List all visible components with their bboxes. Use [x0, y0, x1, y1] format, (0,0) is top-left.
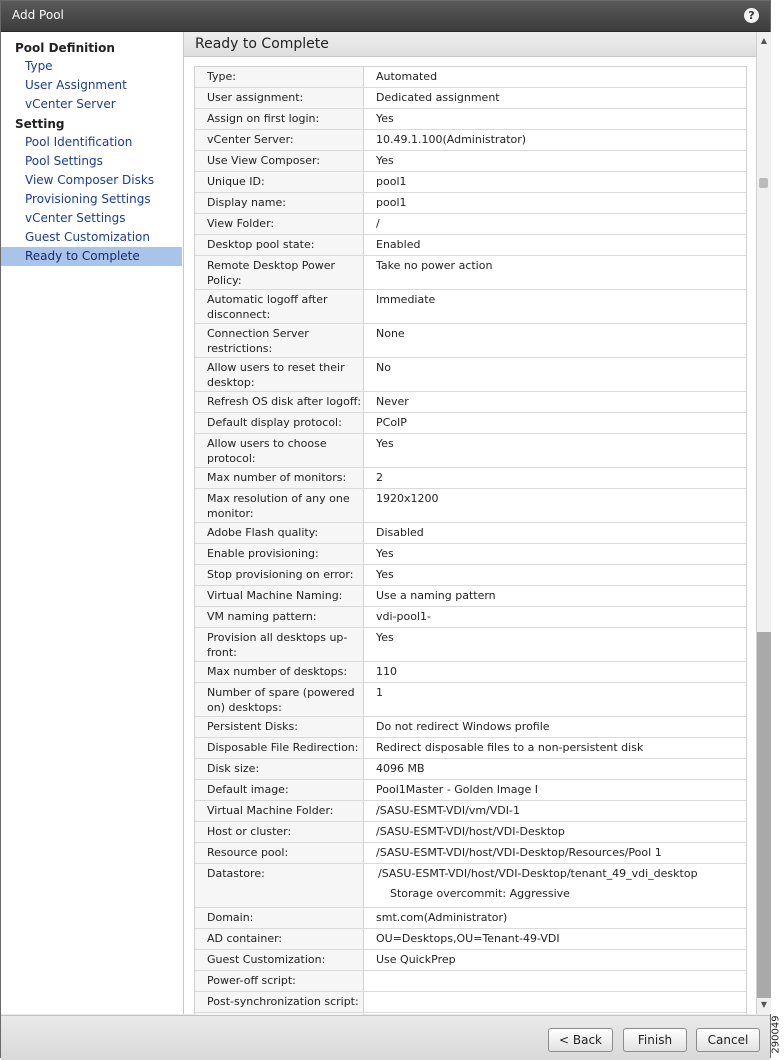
summary-panel — [184, 57, 756, 1014]
table-row — [195, 738, 746, 759]
row-label: Disposable File Redirection: — [195, 738, 364, 758]
dialog-title: Add Pool — [12, 8, 64, 22]
cancel-button[interactable]: Cancel — [696, 1028, 760, 1052]
table-row — [195, 151, 746, 172]
table-row — [195, 628, 746, 662]
row-label: Provision all desktops up-front: — [195, 628, 364, 661]
row-value — [364, 864, 746, 907]
help-icon[interactable]: ? — [744, 8, 759, 23]
row-value: Pool1Master - Golden Image I — [376, 783, 539, 796]
title-bar — [1, 1, 770, 32]
table-row — [195, 565, 746, 586]
row-value: / — [376, 217, 380, 230]
table-row — [195, 971, 746, 992]
row-label: Default image: — [195, 780, 364, 800]
row-label: Refresh OS disk after logoff: — [195, 392, 364, 412]
summary-table — [194, 66, 747, 1034]
row-value: PCoIP — [376, 416, 407, 429]
dialog-footer — [1, 1015, 770, 1060]
row-label: Allow users to choose protocol: — [195, 434, 364, 467]
wizard-sidebar — [1, 32, 184, 1014]
table-row — [195, 929, 746, 950]
row-value: /SASU-ESMT-VDI/host/VDI-Desktop — [376, 825, 565, 838]
row-value: smt.com(Administrator) — [376, 911, 508, 924]
row-value: Yes — [376, 154, 394, 167]
row-value: pool1 — [376, 175, 407, 188]
table-row — [195, 607, 746, 628]
scroll-up-icon[interactable]: ▲ — [760, 36, 768, 45]
vertical-scrollbar[interactable] — [756, 32, 771, 1014]
row-value-sub: Storage overcommit: Aggressive — [390, 887, 570, 900]
sidebar-item-type[interactable]: Type — [25, 59, 53, 73]
page-title: Ready to Complete — [195, 36, 329, 52]
table-row — [195, 413, 746, 434]
table-row — [195, 130, 746, 151]
table-row — [195, 717, 746, 738]
row-value: 10.49.1.100(Administrator) — [376, 133, 527, 146]
row-label: Enable provisioning: — [195, 544, 364, 564]
row-value: Use a naming pattern — [376, 589, 496, 602]
sidebar-item-pool-settings[interactable]: Pool Settings — [25, 154, 103, 168]
row-label: User assignment: — [195, 88, 364, 108]
row-value: 110 — [376, 665, 397, 678]
sidebar-header-pool-definition: Pool Definition — [15, 41, 115, 55]
scroll-thumb[interactable] — [759, 178, 768, 188]
table-row — [195, 214, 746, 235]
table-row — [195, 235, 746, 256]
table-row — [195, 109, 746, 130]
table-row — [195, 392, 746, 413]
row-label: Unique ID: — [195, 172, 364, 192]
row-value: Enabled — [376, 238, 421, 251]
row-value — [364, 992, 746, 1012]
sidebar-item-guest-customization[interactable]: Guest Customization — [25, 230, 151, 244]
back-button[interactable]: < Back — [548, 1028, 613, 1052]
row-label: VM naming pattern: — [195, 607, 364, 627]
table-row — [195, 864, 746, 908]
sidebar-item-vcenter-settings[interactable]: vCenter Settings — [25, 211, 126, 225]
table-row — [195, 683, 746, 717]
figure-id — [771, 1015, 784, 1055]
main-content — [184, 32, 756, 1014]
table-row — [195, 950, 746, 971]
table-row — [195, 662, 746, 683]
row-value-main: /SASU-ESMT-VDI/host/VDI-Desktop/tenant_49_vdi_desktop — [378, 867, 698, 880]
table-row — [195, 193, 746, 214]
finish-button[interactable]: Finish — [623, 1028, 687, 1052]
row-label: Stop provisioning on error: — [195, 565, 364, 585]
row-value — [364, 971, 746, 991]
figure-id-label: 290049 — [770, 1015, 782, 1054]
table-row — [195, 489, 746, 523]
row-value: Disabled — [376, 526, 424, 539]
scroll-track[interactable] — [757, 632, 771, 998]
row-label: View Folder: — [195, 214, 364, 234]
row-value: Yes — [376, 437, 394, 450]
row-label: Automatic logoff after disconnect: — [195, 290, 364, 323]
row-label: Disk size: — [195, 759, 364, 779]
row-value: 1920x1200 — [376, 492, 439, 505]
table-row — [195, 822, 746, 843]
row-value: 2 — [376, 471, 383, 484]
table-row — [195, 88, 746, 109]
row-label: Assign on first login: — [195, 109, 364, 129]
row-value: Yes — [376, 568, 394, 581]
table-row — [195, 67, 746, 88]
row-label: Power-off script: — [195, 971, 364, 991]
row-label: Post-synchronization script: — [195, 992, 364, 1012]
row-label: Resource pool: — [195, 843, 364, 863]
table-row — [195, 290, 746, 324]
row-value: Yes — [376, 547, 394, 560]
table-row — [195, 780, 746, 801]
row-label: Connection Server restrictions: — [195, 324, 364, 357]
row-value: /SASU-ESMT-VDI/host/VDI-Desktop/Resources/Pool 1 — [376, 846, 662, 859]
table-row — [195, 759, 746, 780]
table-row — [195, 358, 746, 392]
sidebar-item-ready-to-complete[interactable]: Ready to Complete — [1, 247, 182, 266]
table-row — [195, 434, 746, 468]
row-label: Adobe Flash quality: — [195, 523, 364, 543]
table-row — [195, 172, 746, 193]
row-value: Yes — [376, 631, 394, 644]
sidebar-item-view-composer-disks[interactable]: View Composer Disks — [25, 173, 155, 187]
row-value: Yes — [376, 112, 394, 125]
row-label: Allow users to reset their desktop: — [195, 358, 364, 391]
row-value: OU=Desktops,OU=Tenant-49-VDI — [376, 932, 560, 945]
row-value: /SASU-ESMT-VDI/vm/VDI-1 — [376, 804, 520, 817]
row-label: AD container: — [195, 929, 364, 949]
row-value: pool1 — [376, 196, 407, 209]
table-row — [195, 843, 746, 864]
sidebar-header-setting: Setting — [15, 117, 65, 131]
table-row — [195, 586, 746, 607]
row-label: Host or cluster: — [195, 822, 364, 842]
row-label: Desktop pool state: — [195, 235, 364, 255]
row-value: Automated — [376, 70, 438, 83]
row-value: No — [376, 361, 391, 374]
row-label: Persistent Disks: — [195, 717, 364, 737]
row-label: Virtual Machine Naming: — [195, 586, 364, 606]
row-value: Do not redirect Windows profile — [376, 720, 550, 733]
row-label: Virtual Machine Folder: — [195, 801, 364, 821]
table-row — [195, 992, 746, 1013]
sidebar-item-provisioning-settings[interactable]: Provisioning Settings — [25, 192, 151, 206]
row-label: Max number of desktops: — [195, 662, 364, 682]
table-row — [195, 908, 746, 929]
table-row — [195, 801, 746, 822]
row-label: Domain: — [195, 908, 364, 928]
row-label: Datastore: — [195, 864, 364, 907]
row-value: Use QuickPrep — [376, 953, 456, 966]
row-label: Max resolution of any one monitor: — [195, 489, 364, 522]
sidebar-item-user-assignment[interactable]: User Assignment — [25, 78, 127, 92]
row-value: Immediate — [376, 293, 436, 306]
row-label: Max number of monitors: — [195, 468, 364, 488]
row-value: Take no power action — [376, 259, 493, 272]
row-value: 1 — [376, 686, 383, 699]
row-label: vCenter Server: — [195, 130, 364, 150]
sidebar-item-vcenter-server[interactable]: vCenter Server — [25, 97, 116, 111]
table-row — [195, 468, 746, 489]
scroll-down-icon[interactable]: ▼ — [760, 1000, 768, 1009]
row-label: Number of spare (powered on) desktops: — [195, 683, 364, 716]
row-value: Never — [376, 395, 409, 408]
sidebar-item-pool-identification[interactable]: Pool Identification — [25, 135, 133, 149]
row-label: Use View Composer: — [195, 151, 364, 171]
row-value: None — [376, 327, 405, 340]
row-label: Guest Customization: — [195, 950, 364, 970]
row-label: Type: — [195, 67, 364, 87]
content-header — [184, 32, 756, 57]
table-row — [195, 256, 746, 290]
row-value: 4096 MB — [376, 762, 425, 775]
row-label: Remote Desktop Power Policy: — [195, 256, 364, 289]
table-row — [195, 523, 746, 544]
row-value: vdi-pool1- — [376, 610, 431, 623]
table-row — [195, 544, 746, 565]
row-value: Dedicated assignment — [376, 91, 500, 104]
table-row — [195, 324, 746, 358]
row-label: Display name: — [195, 193, 364, 213]
row-value: Redirect disposable files to a non-persistent disk — [376, 741, 644, 754]
row-label: Default display protocol: — [195, 413, 364, 433]
